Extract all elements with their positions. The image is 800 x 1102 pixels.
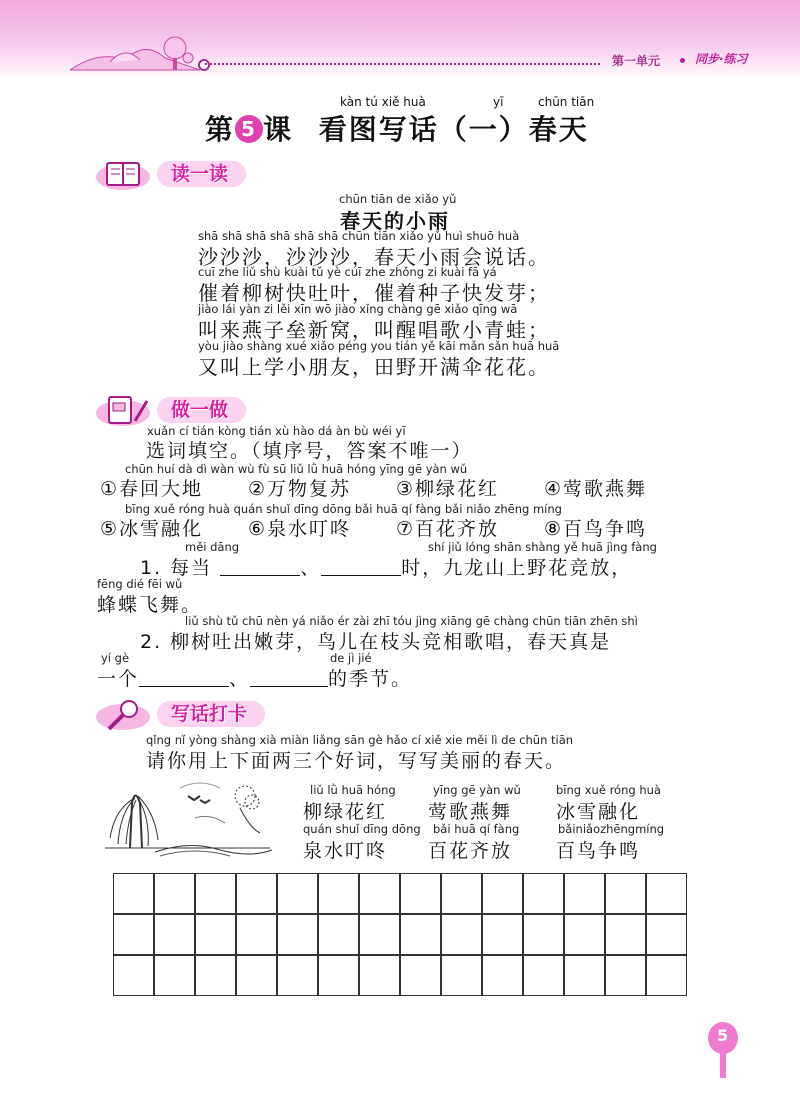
title-pinyin-chuntian: chūn tiān — [538, 95, 595, 109]
title-pinyin-yi: yī — [493, 95, 504, 109]
section-do-title: 做一做 — [171, 399, 229, 421]
question-2-line-2 — [97, 664, 412, 691]
grid-cell[interactable] — [113, 955, 154, 996]
grid-cell[interactable] — [113, 873, 154, 914]
section-do-pill — [157, 397, 246, 423]
word-row-2-pinyin: bīng xuě róng huà quán shuǐ dīng dōng bǎi huā qí fàng bǎi niǎo zhēng míng — [125, 502, 562, 516]
page-number: 5 — [717, 1026, 729, 1045]
header-dotted-line — [205, 63, 600, 65]
grid-cell[interactable] — [195, 955, 236, 996]
brand-logo: 同步·练习 — [695, 52, 748, 66]
lesson-number-badge: 5 — [235, 115, 263, 143]
q1c-pinyin: fēng dié fēi wǔ — [97, 577, 183, 591]
word-2-pinyin: yīng gē yàn wǔ — [433, 783, 521, 797]
word-1-pinyin: liǔ lǜ huā hóng — [310, 783, 396, 797]
option-4: ④莺歌燕舞 — [544, 478, 648, 500]
mountain-tree-decoration-icon — [70, 30, 200, 75]
word-2: 莺歌燕舞 — [428, 801, 513, 823]
grid-cell[interactable] — [359, 873, 400, 914]
exercise-instruction-pinyin: xuǎn cí tián kòng tián xù hào dá àn bù wéi yī — [147, 424, 406, 438]
grid-cell[interactable] — [277, 914, 318, 955]
grid-cell[interactable] — [359, 914, 400, 955]
grid-cell[interactable] — [564, 873, 605, 914]
q1-separator: 、 — [300, 557, 322, 579]
title-main: 看图写话（一）春天 — [318, 113, 589, 146]
q2-pinyin: liǔ shù tǔ chū nèn yá niǎo ér zài zhī tóu jìng xiāng gē chàng chūn tiān zhēn shì — [185, 614, 638, 628]
q1-text-a: 1. 每当 — [140, 557, 213, 579]
q1-text-b: 时，九龙山上野花竞放， — [401, 557, 633, 579]
grid-cell[interactable] — [195, 873, 236, 914]
grid-cell[interactable] — [400, 873, 441, 914]
grid-cell[interactable] — [523, 914, 564, 955]
option-6: ⑥泉水叮咚 — [248, 518, 352, 540]
section-read-title: 读一读 — [171, 163, 229, 185]
poem-title: 春天的小雨 — [340, 209, 450, 233]
grid-cell[interactable] — [482, 873, 523, 914]
grid-cell[interactable] — [646, 955, 687, 996]
brand-dot-icon — [680, 58, 685, 63]
notebook-pen-icon — [95, 393, 151, 427]
grid-cell[interactable] — [154, 873, 195, 914]
word-6: 百鸟争鸣 — [556, 840, 641, 862]
grid-cell[interactable] — [400, 914, 441, 955]
word-3-pinyin: bīng xuě róng huà — [556, 783, 661, 797]
grid-cell[interactable] — [564, 955, 605, 996]
poem-line-1: 沙沙沙，沙沙沙，春天小雨会说话。 — [198, 245, 550, 269]
grid-cell[interactable] — [318, 873, 359, 914]
q1-text-c: 蜂蝶飞舞。 — [97, 594, 203, 616]
grid-cell[interactable] — [359, 955, 400, 996]
title-post: 课 — [263, 113, 294, 146]
grid-cell[interactable] — [523, 955, 564, 996]
grid-cell[interactable] — [605, 914, 646, 955]
grid-cell[interactable] — [564, 914, 605, 955]
word-5-pinyin: bǎi huā qí fàng — [433, 822, 520, 836]
word-6-pinyin: bǎiniǎozhēngmíng — [558, 822, 665, 836]
unit-label: 第一单元 — [612, 54, 661, 68]
grid-cell[interactable] — [236, 955, 277, 996]
word-row-1 — [100, 474, 692, 501]
poem-line-2: 催着柳树快吐叶，催着种子快发芽； — [198, 281, 550, 305]
book-icon — [95, 157, 151, 191]
grid-cell[interactable] — [277, 873, 318, 914]
option-5: ⑤冰雪融化 — [100, 518, 204, 540]
write-instruction-pinyin: qǐng nǐ yòng shàng xià miàn liǎng sān gè hǎo cí xiě xie měi lì de chūn tiān — [146, 733, 574, 747]
title-pre: 第 — [205, 113, 236, 146]
word-1: 柳绿花红 — [303, 801, 388, 823]
word-4-pinyin: quán shuǐ dīng dōng — [303, 822, 421, 836]
word-5: 百花齐放 — [428, 840, 513, 862]
q2-blank-2[interactable] — [250, 686, 328, 687]
grid-cell[interactable] — [605, 873, 646, 914]
option-1: ①春回大地 — [100, 478, 204, 500]
q2b-pinyin-b: de jì jié — [330, 651, 372, 665]
question-2: 2. 柳树吐出嫩芽，鸟儿在枝头竞相歌唱，春天真是 — [140, 631, 612, 653]
grid-cell[interactable] — [646, 873, 687, 914]
q1-pinyin-a: měi dāng — [185, 540, 240, 554]
q1-blank-2[interactable] — [321, 575, 401, 576]
poem-line-3-pinyin: jiào lái yàn zi lěi xīn wō jiào xǐng chàng gē xiǎo qīng wā — [198, 302, 518, 316]
grid-cell[interactable] — [605, 955, 646, 996]
grid-cell[interactable] — [646, 914, 687, 955]
option-7: ⑦百花齐放 — [396, 518, 500, 540]
word-row-2 — [100, 514, 692, 541]
poem-line-1-pinyin: shā shā shā shā shā shā chūn tiān xiǎo yǔ huì shuō huà — [198, 229, 520, 243]
grid-cell[interactable] — [523, 873, 564, 914]
option-3: ③柳绿花红 — [396, 478, 500, 500]
write-instruction: 请你用上下面两三个好词，写写美丽的春天。 — [146, 750, 567, 772]
q2b-pinyin-a: yí gè — [101, 651, 130, 665]
poem-line-2-pinyin: cuī zhe liǔ shù kuài tǔ yè cuī zhe zhǒng zi kuài fā yá — [198, 265, 497, 279]
header-line-dot — [198, 59, 210, 71]
q2b-text-a: 一个 — [97, 668, 140, 690]
grid-cell[interactable] — [482, 914, 523, 955]
microphone-icon — [95, 697, 151, 731]
title-pinyin-kantuxiehua: kàn tú xiě huà — [340, 95, 426, 109]
spring-landscape-illustration — [100, 778, 280, 860]
q2-blank-1[interactable] — [139, 686, 229, 687]
grid-cell[interactable] — [482, 955, 523, 996]
q2b-separator: 、 — [229, 668, 251, 690]
q2b-text-b: 的季节。 — [328, 668, 413, 690]
grid-cell[interactable] — [236, 873, 277, 914]
exercise-instruction: 选词填空。（填序号，答案不唯一） — [146, 440, 473, 462]
q1-blank-1[interactable] — [220, 575, 300, 576]
section-write-pill — [157, 701, 265, 727]
grid-cell[interactable] — [195, 914, 236, 955]
poem-title-pinyin: chūn tiān de xiǎo yǔ — [339, 192, 457, 206]
word-row-1-pinyin: chūn huí dà dì wàn wù fù sū liǔ lǜ huā hóng yīng gē yàn wǔ — [125, 462, 468, 476]
question-1 — [140, 553, 632, 580]
grid-cell[interactable] — [441, 873, 482, 914]
option-8: ⑧百鸟争鸣 — [544, 518, 648, 540]
poem-line-4: 又叫上学小朋友，田野开满伞花花。 — [198, 355, 550, 379]
grid-cell[interactable] — [318, 955, 359, 996]
grid-cell[interactable] — [113, 914, 154, 955]
word-3: 冰雪融化 — [556, 801, 641, 823]
option-2: ②万物复苏 — [248, 478, 352, 500]
page-title — [205, 108, 589, 148]
section-read-pill — [157, 161, 246, 187]
grid-cell[interactable] — [154, 955, 195, 996]
grid-cell[interactable] — [236, 914, 277, 955]
poem-line-3: 叫来燕子垒新窝，叫醒唱歌小青蛙； — [198, 318, 550, 342]
section-write-title: 写话打卡 — [171, 703, 248, 725]
q1-pinyin-b: shí jiǔ lóng shān shàng yě huā jìng fàng — [428, 540, 657, 554]
grid-cell[interactable] — [441, 955, 482, 996]
grid-cell[interactable] — [400, 955, 441, 996]
poem-line-4-pinyin: yòu jiào shàng xué xiǎo péng you tián yě kāi mǎn sǎn huā huā — [198, 339, 560, 353]
grid-cell[interactable] — [441, 914, 482, 955]
grid-cell[interactable] — [277, 955, 318, 996]
grid-cell[interactable] — [154, 914, 195, 955]
word-4: 泉水叮咚 — [303, 840, 388, 862]
grid-cell[interactable] — [318, 914, 359, 955]
